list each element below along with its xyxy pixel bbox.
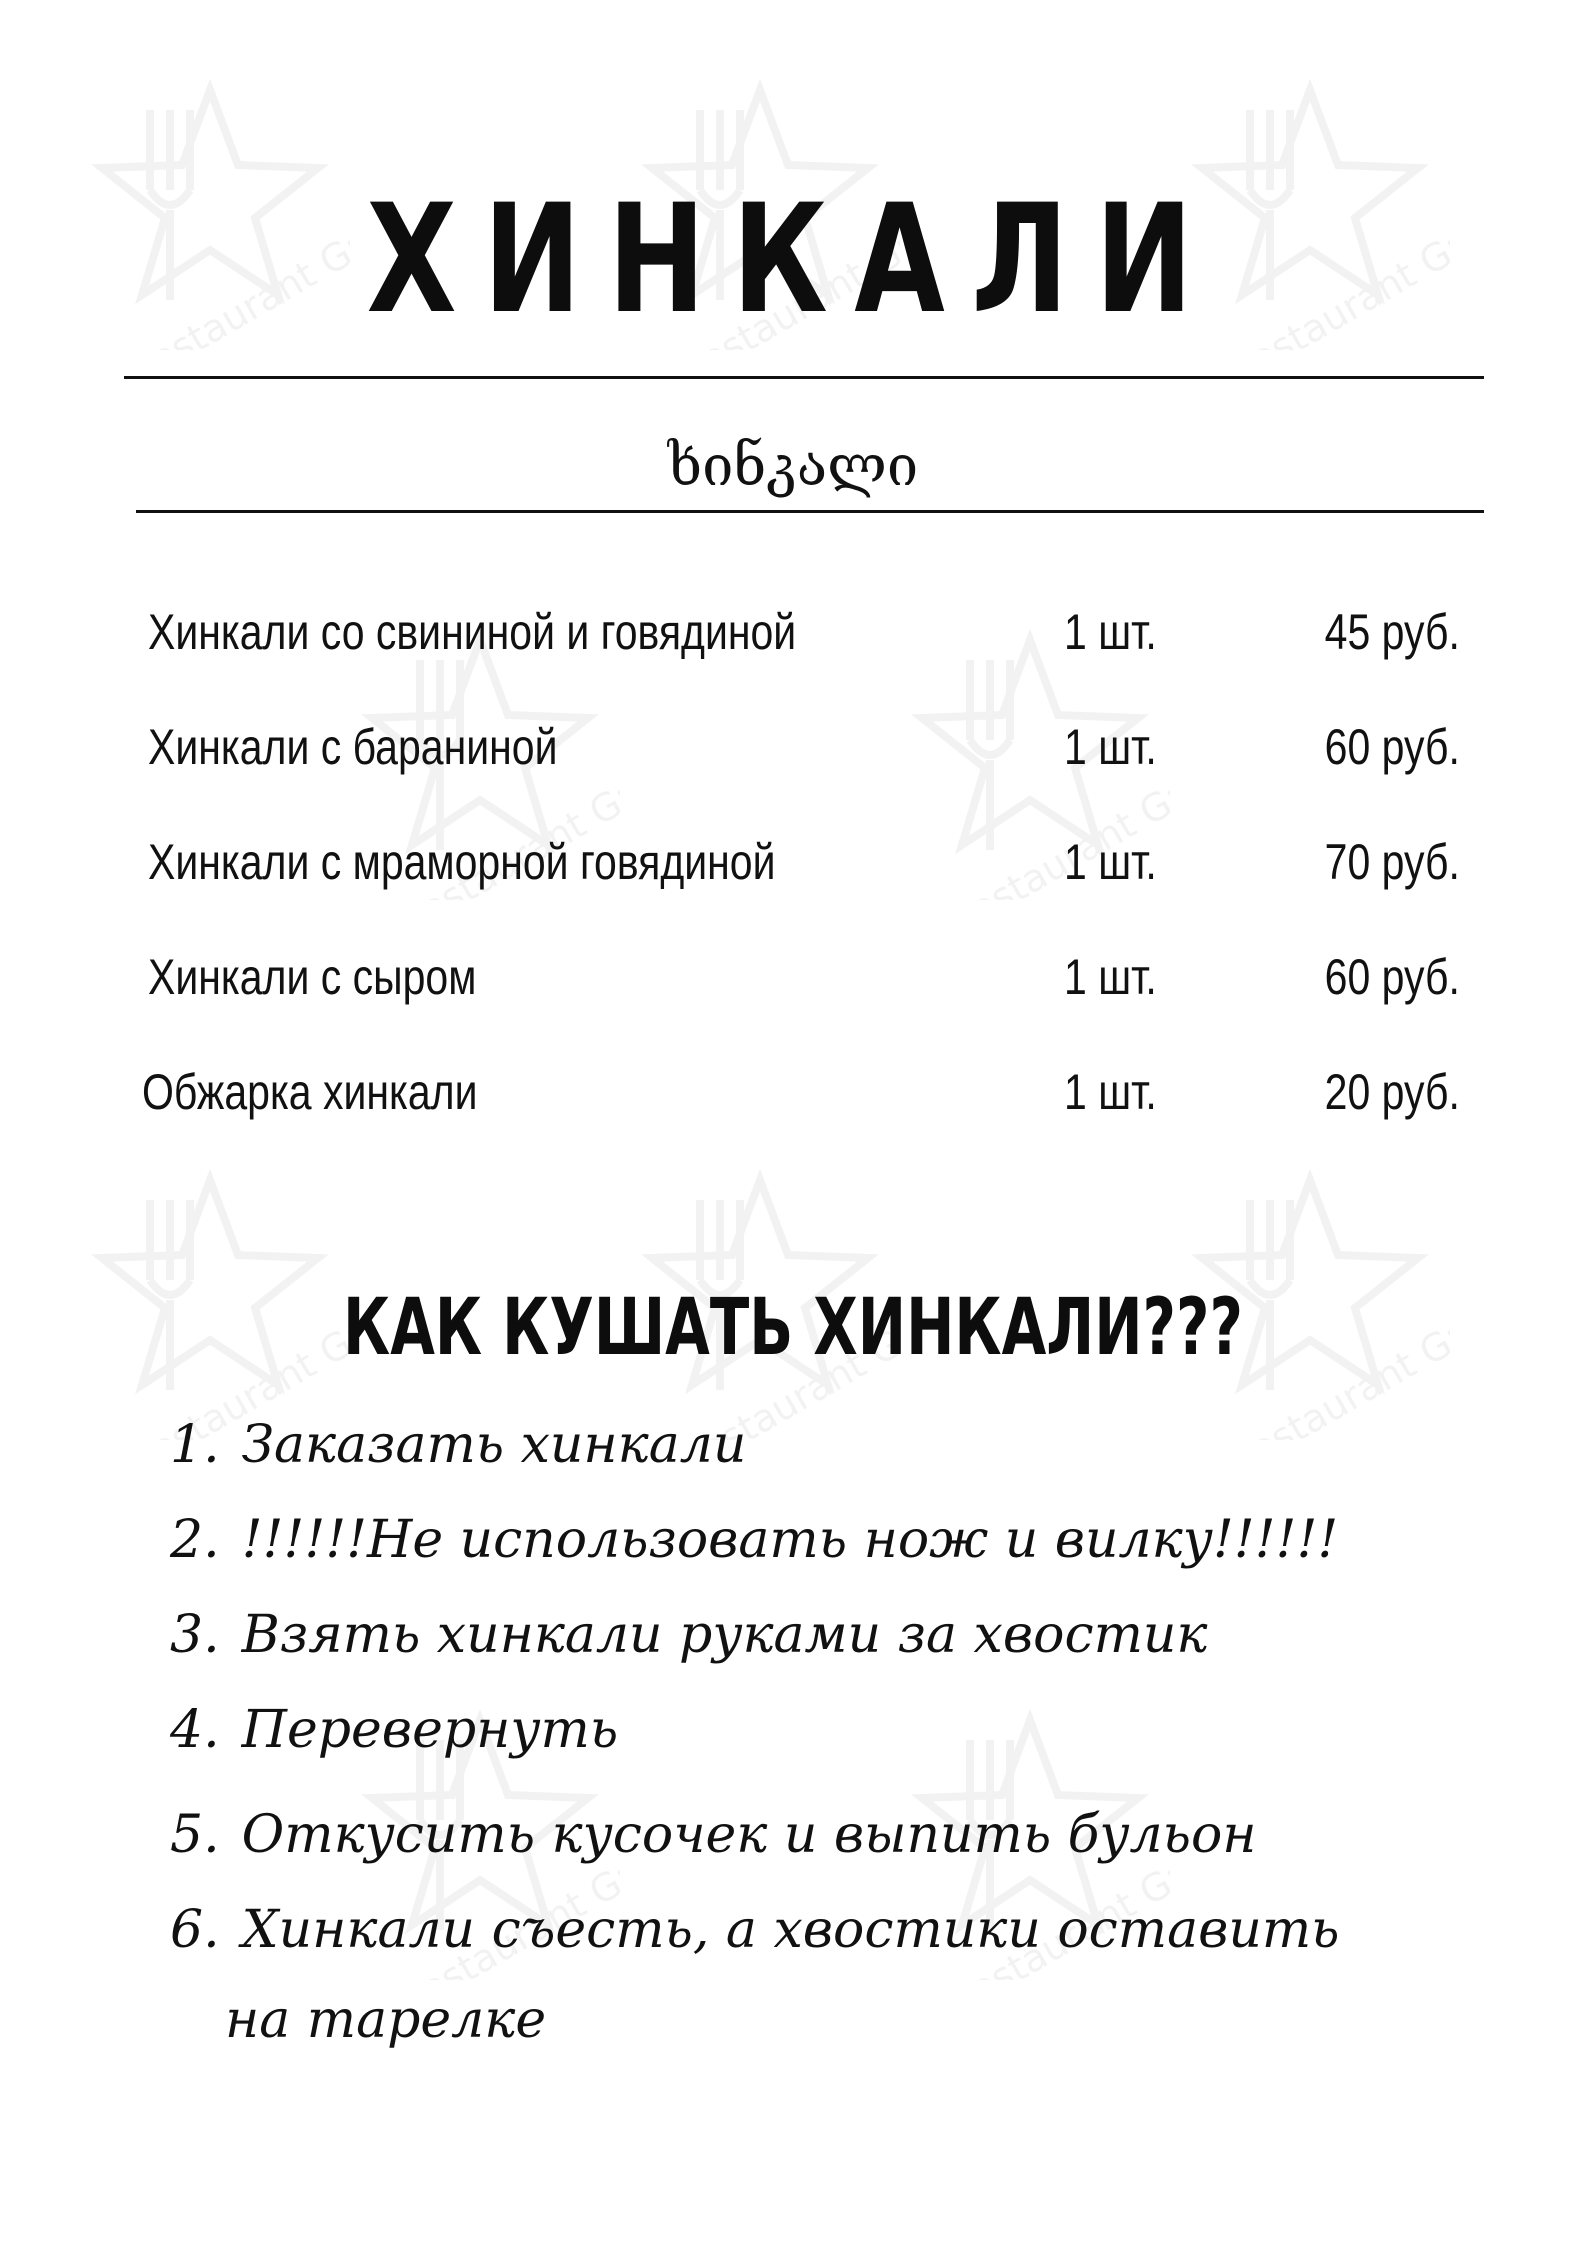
- svg-text:Restaurant Guru: Restaurant Guru: [121, 1289, 350, 1440]
- step-number: 1.: [170, 1415, 220, 1475]
- svg-text:Restaurant Guru: Restaurant Guru: [671, 199, 900, 350]
- menu-item-price: 45 руб.: [1324, 604, 1460, 660]
- howto-step-continuation: [225, 1980, 1555, 2060]
- menu-item-name: Хинкали с бараниной: [148, 719, 558, 775]
- menu-item-price: 20 руб.: [1324, 1064, 1460, 1120]
- menu-item-price: 60 руб.: [1324, 949, 1460, 1005]
- step-number: 4.: [170, 1700, 220, 1760]
- menu-item-price: 60 руб.: [1324, 719, 1460, 775]
- menu-item: [0, 1052, 1586, 1132]
- svg-text:Restaurant Guru: Restaurant Guru: [391, 749, 620, 900]
- step-text: Откусить кусочек и выпить бульон: [241, 1805, 1257, 1865]
- menu-item-price: 70 руб.: [1324, 834, 1460, 890]
- step-number: 3.: [170, 1605, 220, 1665]
- svg-text:Restaurant Guru: Restaurant Guru: [1221, 1289, 1450, 1440]
- menu-item: [0, 937, 1586, 1017]
- step-number: 5.: [170, 1805, 220, 1865]
- svg-text:Restaurant Guru: Restaurant Guru: [1221, 199, 1450, 350]
- howto-step: [170, 1595, 1500, 1675]
- step-text: Заказать хинкали: [241, 1415, 747, 1475]
- step-number: 6.: [170, 1900, 220, 1960]
- menu-item-qty: 1 шт.: [1064, 949, 1157, 1005]
- menu-item-qty: 1 шт.: [1064, 604, 1157, 660]
- svg-text:Restaurant Guru: Restaurant Guru: [391, 1829, 620, 1980]
- menu-item-qty: 1 шт.: [1064, 719, 1157, 775]
- menu-item-name: Обжарка хинкали: [142, 1064, 478, 1120]
- menu-item-qty: 1 шт.: [1064, 834, 1157, 890]
- title-divider: [124, 376, 1484, 379]
- menu-item: [0, 707, 1586, 787]
- georgian-subtitle: ხინკალი: [667, 434, 919, 499]
- menu-item-name: Хинкали со свининой и говядиной: [148, 604, 797, 660]
- menu-item: [0, 822, 1586, 902]
- howto-step: [170, 1795, 1500, 1875]
- svg-text:Restaurant Guru: Restaurant Guru: [671, 1289, 900, 1440]
- page-title: ХИНКАЛИ: [366, 173, 1220, 347]
- step-text: Хинкали съесть, а хвостики оставить: [241, 1900, 1340, 1960]
- menu-item-name: Хинкали с сыром: [148, 949, 477, 1005]
- subtitle-divider: [136, 510, 1484, 513]
- step-number: 2.: [170, 1510, 220, 1570]
- svg-text:Restaurant Guru: Restaurant Guru: [941, 1829, 1170, 1980]
- menu-item-qty: 1 шт.: [1064, 1064, 1157, 1120]
- svg-text:Restaurant Guru: Restaurant Guru: [121, 199, 350, 350]
- howto-step: [170, 1690, 1500, 1770]
- howto-step: [170, 1500, 1500, 1580]
- svg-text:Restaurant Guru: Restaurant Guru: [941, 749, 1170, 900]
- step-text: Перевернуть: [241, 1700, 619, 1760]
- menu-item: [0, 592, 1586, 672]
- step-text: Взять хинкали руками за хвостик: [241, 1605, 1208, 1665]
- howto-step: [170, 1890, 1500, 1970]
- howto-title: КАК КУШАТЬ ХИНКАЛИ???: [343, 1283, 1243, 1373]
- step-text: на тарелке: [225, 1990, 547, 2050]
- menu-item-name: Хинкали с мраморной говядиной: [148, 834, 776, 890]
- howto-step: [170, 1405, 1500, 1485]
- step-text: !!!!!!Не использовать нож и вилку!!!!!!: [241, 1510, 1339, 1570]
